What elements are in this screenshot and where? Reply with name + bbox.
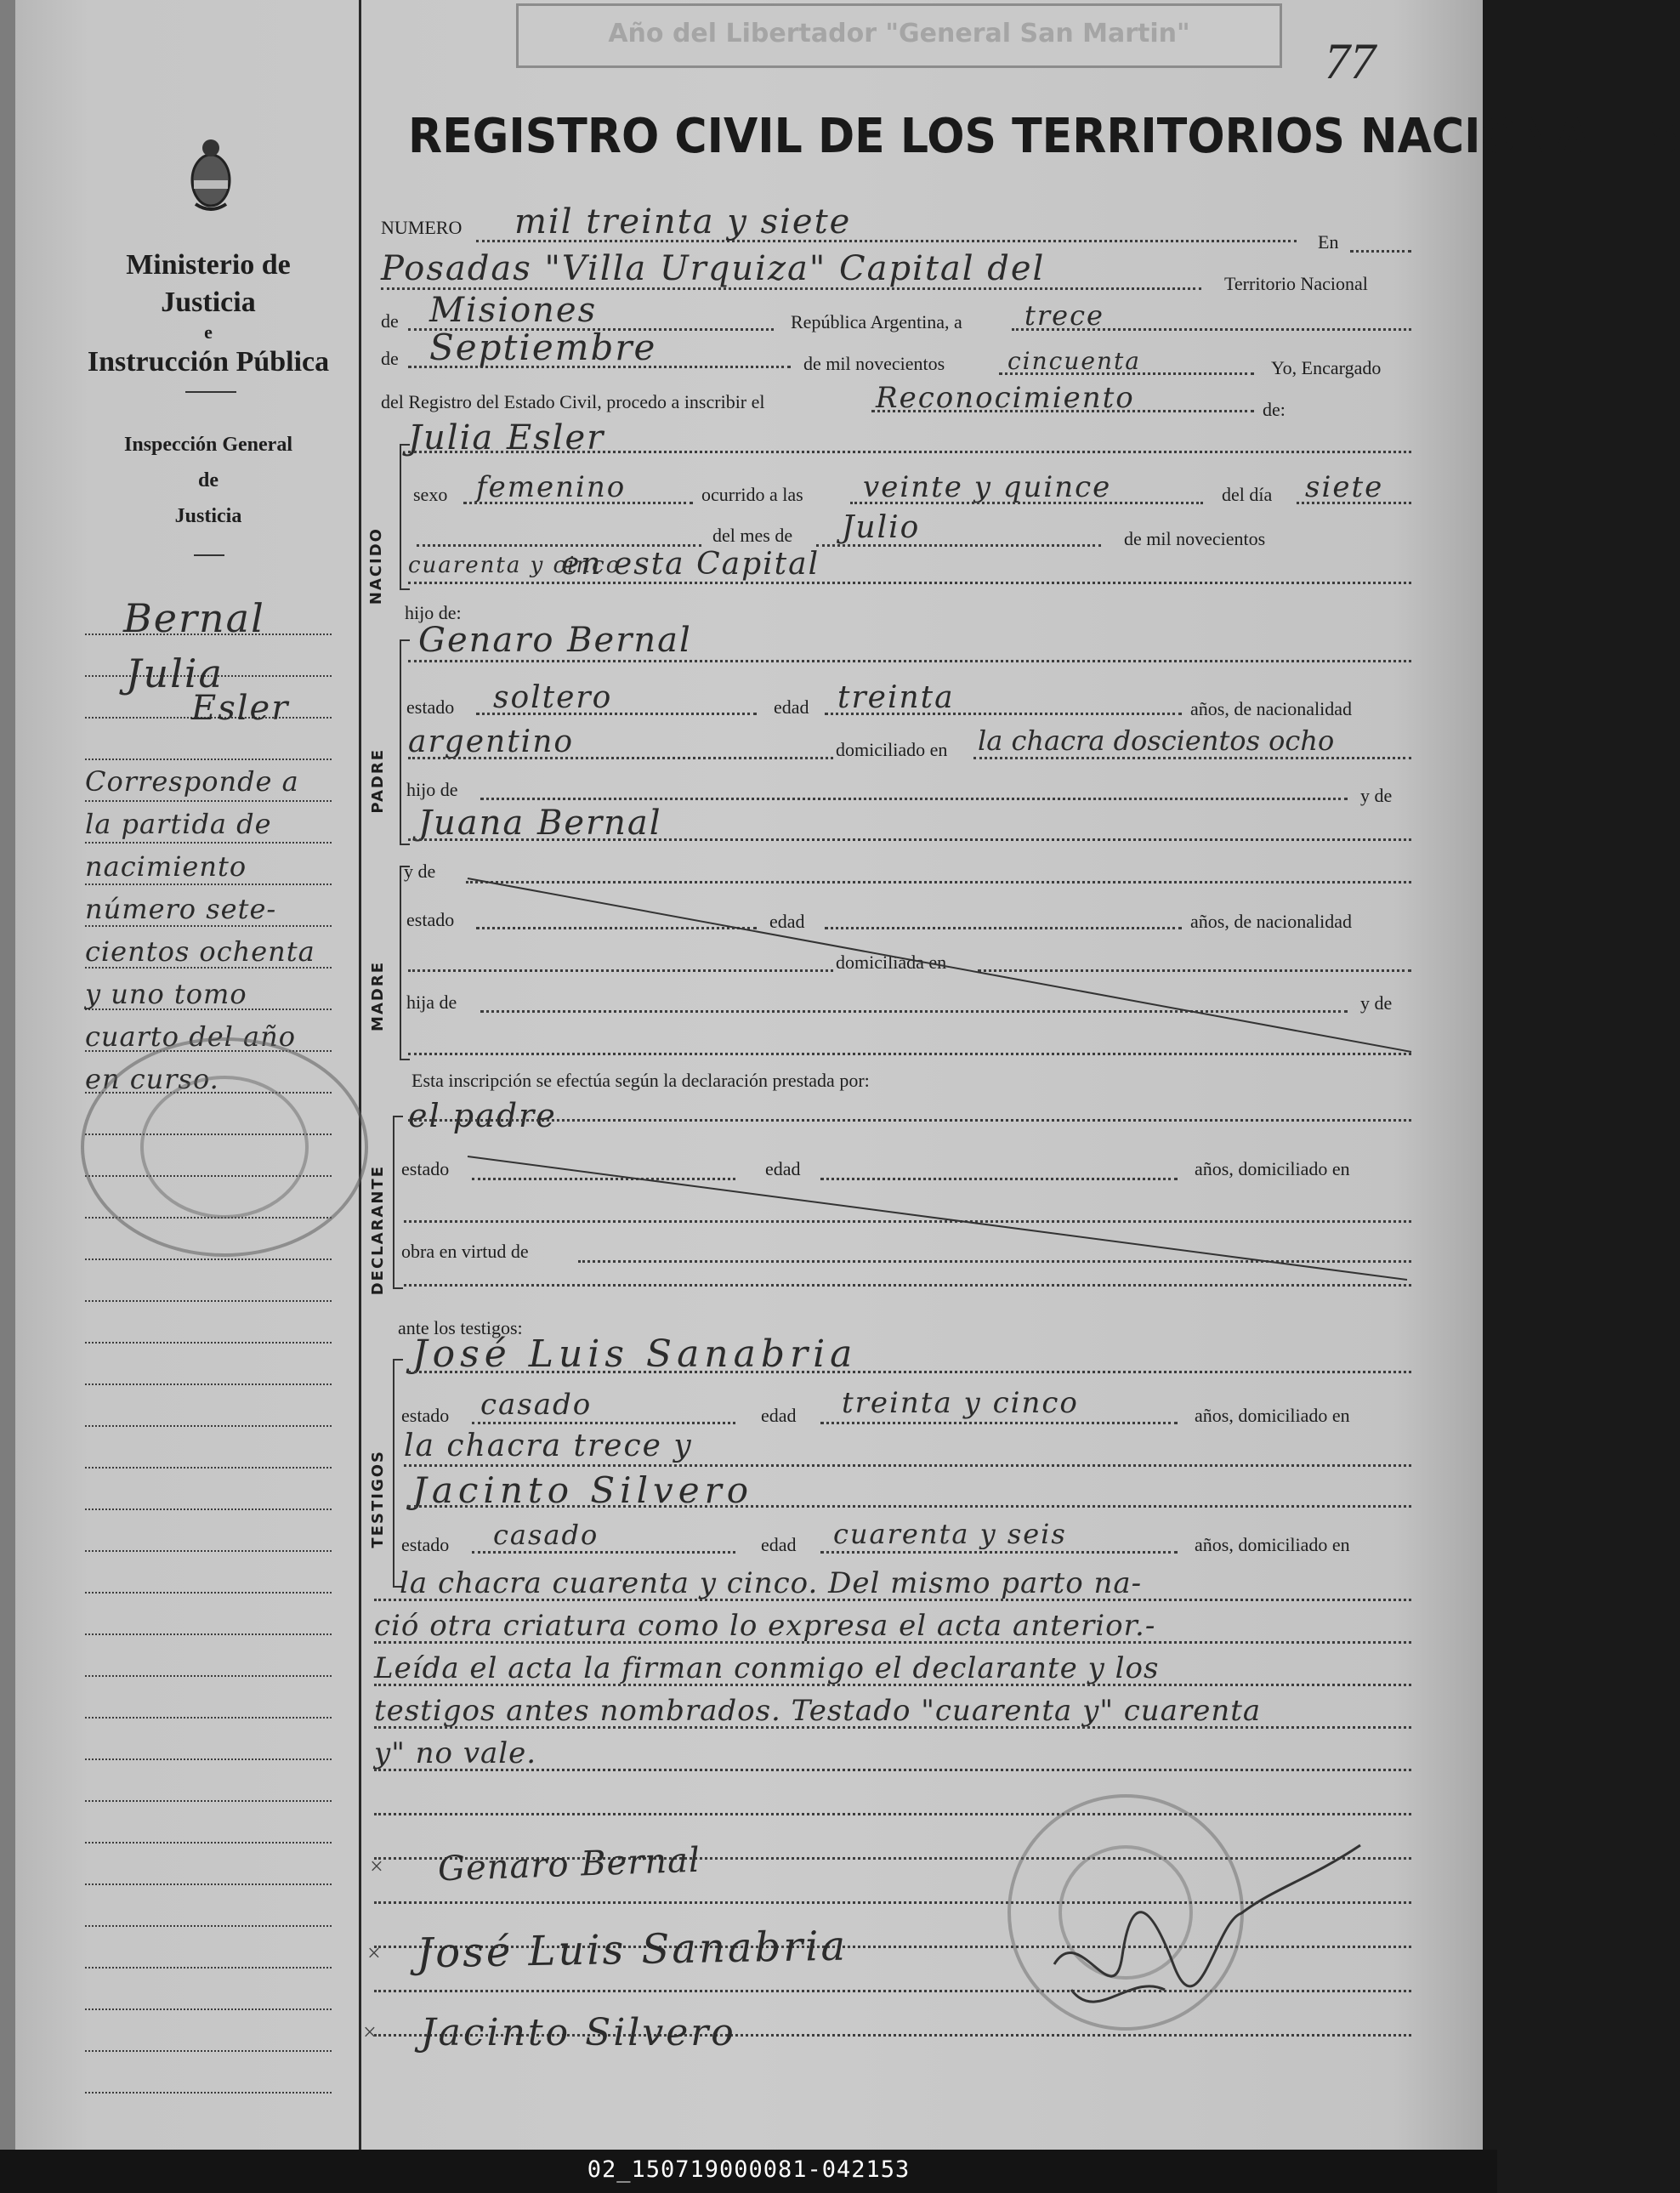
margin-ruled-line xyxy=(85,800,332,802)
padre-edad-label: edad xyxy=(774,696,809,718)
padre-edad-line xyxy=(825,713,1182,715)
decl-edad-label: edad xyxy=(765,1158,801,1179)
hora-line xyxy=(850,502,1203,504)
margin-ruled-line xyxy=(85,2050,332,2052)
margin-ruled-line xyxy=(85,1425,332,1427)
margin-ruled-line xyxy=(85,1758,332,1760)
encargado-label: Yo, Encargado xyxy=(1271,357,1382,378)
inspection-line-1: Inspección General xyxy=(124,434,292,456)
note-rule xyxy=(374,1684,1411,1686)
t2-estado-line xyxy=(472,1551,735,1554)
testigos-label: ante los testigos: xyxy=(398,1317,523,1338)
margin-note-line: número sete- xyxy=(85,893,277,925)
madre-section-label: MADRE xyxy=(369,961,387,1031)
margin-note-line: cuarto del año xyxy=(85,1020,296,1053)
margin-ruled-line xyxy=(85,758,332,760)
t1-anios-label: años, domiciliado en xyxy=(1195,1405,1350,1426)
madre-hija-de-label: hija de xyxy=(406,991,457,1013)
t2-anios-label: años, domiciliado en xyxy=(1195,1534,1350,1555)
ministry-line-3: Instrucción Pública xyxy=(87,346,330,378)
margin-note-line: Corresponde a xyxy=(85,765,299,798)
t1-domicilio-line xyxy=(404,1464,1411,1467)
ministry-rule xyxy=(185,391,236,393)
inspection-heading xyxy=(98,427,319,534)
numero-value: mil treinta y siete xyxy=(514,202,852,241)
margin-ruled-line xyxy=(85,1842,332,1844)
image-caption: 02_150719000081-042153 xyxy=(587,2156,911,2183)
margin-ruled-line xyxy=(85,1258,332,1260)
margin-ruled-line xyxy=(85,1633,332,1635)
margin-note-line: la partida de xyxy=(85,808,272,840)
madre-brace xyxy=(400,866,410,1060)
margin-note-line: nacimiento xyxy=(85,850,247,883)
inspection-line-3: Justicia xyxy=(174,505,242,527)
document-title: REGISTRO CIVIL DE LOS TERRITORIOS NACIONALES xyxy=(408,109,1680,164)
margin-note-line: cientos ochenta xyxy=(85,935,315,968)
t2-estado-label: estado xyxy=(401,1534,450,1555)
t1-edad-label: edad xyxy=(761,1405,797,1426)
year-stamp: Año del Libertador "General San Martin" xyxy=(516,3,1282,68)
republica-label: República Argentina, a xyxy=(791,311,962,332)
signature-mark-x1: × xyxy=(370,1854,383,1880)
testigo2-estado: casado xyxy=(493,1519,599,1551)
margin-ruled-line xyxy=(85,1342,332,1344)
margin-note-line: en curso. xyxy=(85,1063,219,1095)
madre-cancel-stroke xyxy=(459,872,1420,1059)
margin-ruled-line xyxy=(85,1883,332,1885)
signature-declarante: Genaro Bernal xyxy=(437,1840,701,1889)
numero-label: NUMERO xyxy=(381,217,463,238)
declarante-brace xyxy=(393,1116,403,1289)
margin-ruled-line xyxy=(85,2092,332,2094)
margin-ruled-line xyxy=(85,1967,332,1969)
testigos-section-label: TESTIGOS xyxy=(369,1450,387,1548)
sexo-label: sexo xyxy=(413,484,448,505)
padre-section-label: PADRE xyxy=(369,748,387,814)
note-rule xyxy=(374,1599,1411,1601)
margin-ruled-line xyxy=(85,1383,332,1385)
territorio-value: Misiones xyxy=(429,291,598,330)
caption-bar xyxy=(0,2150,1497,2193)
nacido-section-label: NACIDO xyxy=(367,527,385,605)
margin-ruled-line xyxy=(85,925,332,927)
margin-ruled-line xyxy=(85,1717,332,1719)
dia-value: trece xyxy=(1024,299,1104,332)
note-line: la chacra cuarenta y cinco. Del mismo parto na- xyxy=(400,1566,1143,1600)
signature-mark-x2: × xyxy=(367,1940,381,1967)
madre-estado-label: estado xyxy=(406,909,455,930)
t1-edad-line xyxy=(820,1422,1178,1424)
abuela-line xyxy=(408,838,1411,841)
testigo2-edad: cuarenta y seis xyxy=(833,1518,1067,1550)
en-line xyxy=(1350,250,1411,253)
anio-line xyxy=(999,372,1254,375)
padre-y-de-label: y de xyxy=(1360,785,1393,806)
signature-mark-x3: × xyxy=(363,2020,377,2046)
column-divider xyxy=(359,0,361,2150)
hora-value: veinte y quince xyxy=(863,470,1112,504)
margin-ruled-line xyxy=(85,842,332,844)
registro-label: del Registro del Estado Civil, procedo a inscribir el xyxy=(381,391,765,412)
margin-ruled-line xyxy=(85,883,332,885)
sexo-line xyxy=(463,502,693,504)
t1-estado-label: estado xyxy=(401,1405,450,1426)
coat-of-arms-emblem xyxy=(189,136,233,214)
de-label-2: de xyxy=(381,348,399,369)
note-line: Leída el acta la firman conmigo el declarante y los xyxy=(374,1651,1160,1685)
officer-signature-scribble xyxy=(1020,1820,1377,2032)
ministry-line-2: e xyxy=(204,321,213,343)
padre-anios-label: años, de nacionalidad xyxy=(1190,698,1352,719)
padre-domicilio-line xyxy=(973,757,1411,759)
margin-ruled-line xyxy=(85,1675,332,1677)
note-line: y" no vale. xyxy=(374,1736,537,1770)
madre-edad-label: edad xyxy=(769,911,805,932)
margin-ruled-line xyxy=(85,1300,332,1302)
decl-anios-label: años, domiciliado en xyxy=(1195,1158,1350,1179)
margin-ruled-line xyxy=(85,1925,332,1927)
padre-nacionalidad-value: argentino xyxy=(408,724,575,759)
declarante-cancel-stroke xyxy=(463,1152,1416,1288)
abuela-nombre: Juana Bernal xyxy=(418,804,662,843)
declarante-value: el padre xyxy=(408,1097,557,1134)
en-label: En xyxy=(1318,231,1339,253)
padre-estado-line xyxy=(476,713,757,715)
padre-nombre: Genaro Bernal xyxy=(418,621,692,660)
t2-edad-label: edad xyxy=(761,1534,797,1555)
del-dia-label: del día xyxy=(1222,484,1273,505)
padre-nacionalidad-line xyxy=(408,757,833,759)
note-rule xyxy=(374,1641,1411,1644)
ministry-line-1: Ministerio de Justicia xyxy=(126,249,291,318)
padre-nombre-line xyxy=(408,660,1411,662)
signature-testigo1: José Luis Sanabria xyxy=(416,1922,849,1978)
anio-label: de mil novecientos xyxy=(803,353,945,374)
declaracion-label: Esta inscripción se efectúa según la declaración prestada por: xyxy=(411,1070,870,1091)
note-rule xyxy=(374,1726,1411,1729)
lugar-value: Posadas "Villa Urquiza" Capital del xyxy=(381,249,1046,288)
padre-estado-label: estado xyxy=(406,696,455,718)
nacido-nombre-line xyxy=(408,451,1411,453)
madre-domiciliada-label: domiciliada en xyxy=(836,952,947,973)
lugar-nac-value: en esta Capital xyxy=(561,547,820,582)
margin-second-name: Esler xyxy=(191,689,290,728)
ministry-heading xyxy=(81,247,336,381)
page-number: 77 xyxy=(1325,33,1376,89)
note-line: testigos antes nombrados. Testado "cuarenta y" cuarenta xyxy=(374,1694,1262,1728)
testigo1-estado: casado xyxy=(480,1388,593,1422)
acto-value: Reconocimiento xyxy=(876,381,1135,415)
margin-seal-inner xyxy=(140,1076,309,1219)
t1-estado-line xyxy=(472,1422,735,1424)
signature-testigo2: Jacinto Silvero xyxy=(421,2011,736,2054)
madre-anios-label: años, de nacionalidad xyxy=(1190,911,1352,932)
margin-note-line: y uno tomo xyxy=(85,978,247,1010)
margin-ruled-line xyxy=(85,1467,332,1469)
mes-nac-line xyxy=(816,544,1101,547)
margin-ruled-line xyxy=(85,1592,332,1594)
mes-nac-value: Julio xyxy=(842,510,921,545)
padre-estado-value: soltero xyxy=(493,680,613,715)
margin-ruled-line xyxy=(85,1550,332,1552)
declarante-line xyxy=(408,1119,1411,1122)
t2-edad-line xyxy=(820,1551,1178,1554)
padre-domicilio-value: la chacra doscientos ocho xyxy=(978,724,1335,757)
ocurrido-label: ocurrido a las xyxy=(701,484,803,505)
mes-value: Septiembre xyxy=(429,327,657,368)
margin-given-name: Julia xyxy=(126,651,224,696)
madre-final-y-de-label: y de xyxy=(1360,992,1393,1014)
obra-label: obra en virtud de xyxy=(401,1241,529,1262)
margin-ruled-line xyxy=(85,2008,332,2010)
lugar-nac-line xyxy=(408,582,1411,584)
anio-nac-value: cuarenta y cinco xyxy=(408,553,621,578)
inspection-rule xyxy=(194,554,224,556)
testigo1-nombre-line xyxy=(408,1371,1411,1373)
dia-nac-line xyxy=(1297,502,1411,504)
madre-y-de-label: y de xyxy=(404,861,436,882)
decl-estado-label: estado xyxy=(401,1158,450,1179)
anio-value: cincuenta xyxy=(1007,347,1141,375)
note-rule xyxy=(374,1769,1411,1771)
testigo2-nombre-line xyxy=(408,1505,1411,1508)
margin-ruled-line xyxy=(85,1800,332,1802)
de-label: de xyxy=(381,310,399,332)
hijo-label: hijo de: xyxy=(405,602,462,623)
dia-nac-value: siete xyxy=(1305,470,1384,504)
del-mes-label: del mes de xyxy=(712,525,793,546)
de-label-3: de: xyxy=(1263,399,1286,420)
testigo1-edad: treinta y cinco xyxy=(842,1386,1079,1420)
note-line: ció otra criatura como lo expresa el acta anterior.- xyxy=(374,1609,1156,1643)
padre-edad-value: treinta xyxy=(837,680,955,715)
testigo1-nombre: José Luis Sanabria xyxy=(412,1332,858,1376)
nacido-nombre: Julia Esler xyxy=(408,418,605,457)
padre-hijo-de-label: hijo de xyxy=(406,779,458,800)
padre-hijo-de-line xyxy=(480,798,1348,800)
margin-ruled-line xyxy=(85,1508,332,1510)
blank-rule xyxy=(374,1813,1411,1815)
inspection-line-2: de xyxy=(198,469,219,491)
declarante-section-label: DECLARANTE xyxy=(369,1165,387,1296)
binding-edge xyxy=(0,0,15,2150)
testigo1-domicilio: la chacra trece y xyxy=(404,1429,693,1463)
sexo-value: femenino xyxy=(476,470,627,504)
testigo2-nombre: Jacinto Silvero xyxy=(412,1469,753,1511)
territorio-label: Territorio Nacional xyxy=(1224,273,1368,294)
padre-domiciliado-label: domiciliado en xyxy=(836,739,948,760)
margin-surname: Bernal xyxy=(123,595,265,641)
mil-nov-label: de mil novecientos xyxy=(1124,528,1266,549)
